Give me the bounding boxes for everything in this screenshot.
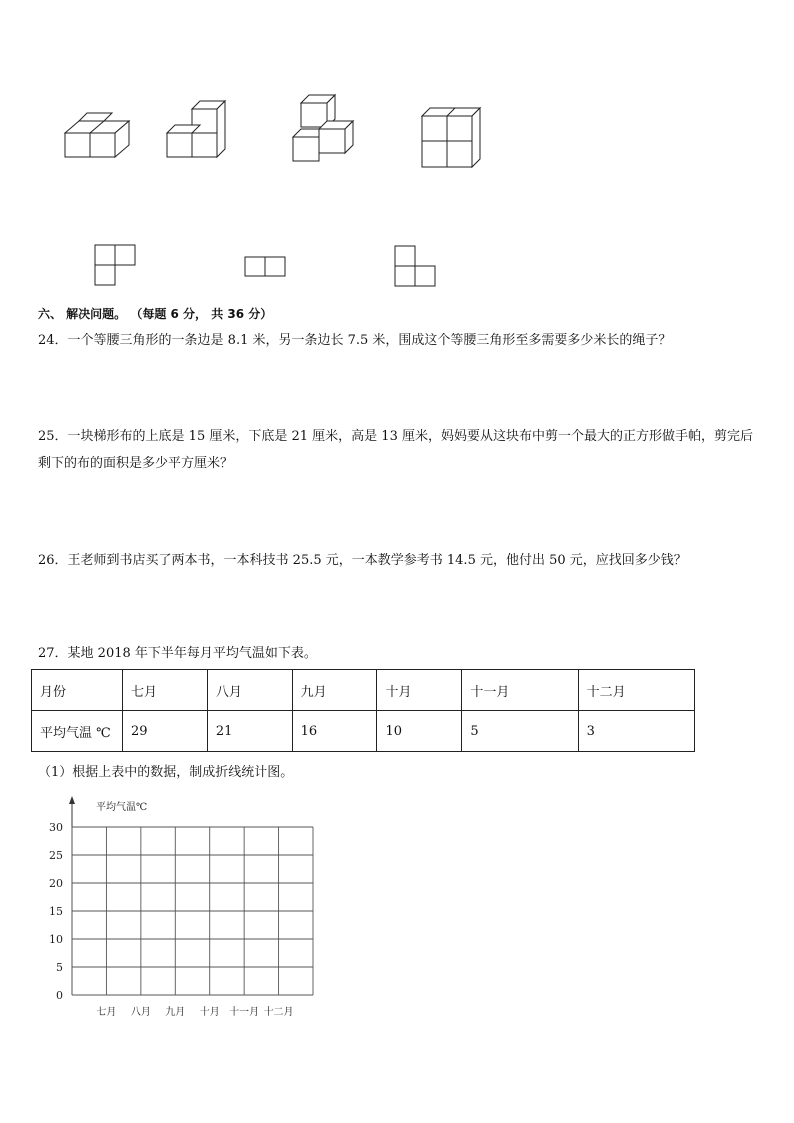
table-cell: 16 [292,711,377,752]
tick-label: 0 [56,989,63,1002]
question-25 [38,423,758,477]
table-cell: 七月 [123,670,208,711]
tick-label: 30 [49,821,63,834]
tick-label: 七月 [96,1007,117,1018]
question-text: 一块梯形布的上底是 15 厘米，下底是 21 厘米，高是 13 厘米，妈妈要从这块布中剪一个最大的正方形做手帕，剪完后剩下的布的面积是多少平方厘米？ [38,429,753,471]
tick-label: 十二月 [263,1007,294,1018]
question-number: 24． [38,333,68,348]
table-cell: 5 [462,711,578,752]
section-heading: 六、 解决问题。 （每题 6 分， 共 36 分） [38,307,273,321]
table-cell: 29 [123,711,208,752]
solid-figure-3 [293,95,353,161]
line-chart-grid [30,790,330,1030]
question-26 [38,547,758,574]
tick-label: 15 [49,905,63,918]
table-cell: 3 [578,711,694,752]
solid-figure-1 [65,113,129,157]
table-row [32,670,695,711]
view-figure-3 [395,246,435,286]
view-figure-2 [245,257,285,276]
tick-label: 八月 [130,1007,151,1018]
y-axis-arrow [69,796,75,804]
question-number: 27． [38,646,68,661]
question-27 [38,640,758,667]
tick-label: 九月 [165,1007,186,1018]
table-cell: 十月 [377,670,462,711]
temperature-table [31,669,695,752]
y-axis-label: 平均气温℃ [96,802,148,813]
table-cell: 10 [377,711,462,752]
question-number: 26． [38,553,68,568]
tick-label: 20 [49,877,63,890]
question-text: 王老师到书店买了两本书，一本科技书 25.5 元，一本教学参考书 14.5 元，他付出 50 元，应找回多少钱？ [67,553,687,568]
view-figures [85,240,445,290]
solid-figure-4 [422,108,480,167]
table-row [32,711,695,752]
tick-label: 25 [49,849,63,862]
tick-label: 十一月 [229,1007,260,1018]
question-text: 一个等腰三角形的一条边是 8.1 米，另一条边长 7.5 米，围成这个等腰三角形至多需要多少米长的绳子？ [67,333,672,348]
table-cell: 十一月 [462,670,578,711]
table-cell: 十二月 [578,670,694,711]
table-cell: 九月 [292,670,377,711]
view-figure-1 [95,245,135,285]
table-cell: 八月 [207,670,292,711]
table-cell: 21 [207,711,292,752]
tick-label: 十月 [199,1007,220,1018]
tick-label: 10 [49,933,63,946]
table-row-header: 平均气温 ℃ [32,711,123,752]
question-text: 某地 2018 年下半年每月平均气温如下表。 [67,646,317,661]
table-row-header: 月份 [32,670,123,711]
tick-label: 5 [56,961,63,974]
solid-figure-2 [167,101,225,157]
subquestion-1: （1）根据上表中的数据，制成折线统计图。 [38,765,294,780]
question-24 [38,327,758,354]
cube-figures [55,85,495,175]
question-number: 25． [38,429,68,444]
